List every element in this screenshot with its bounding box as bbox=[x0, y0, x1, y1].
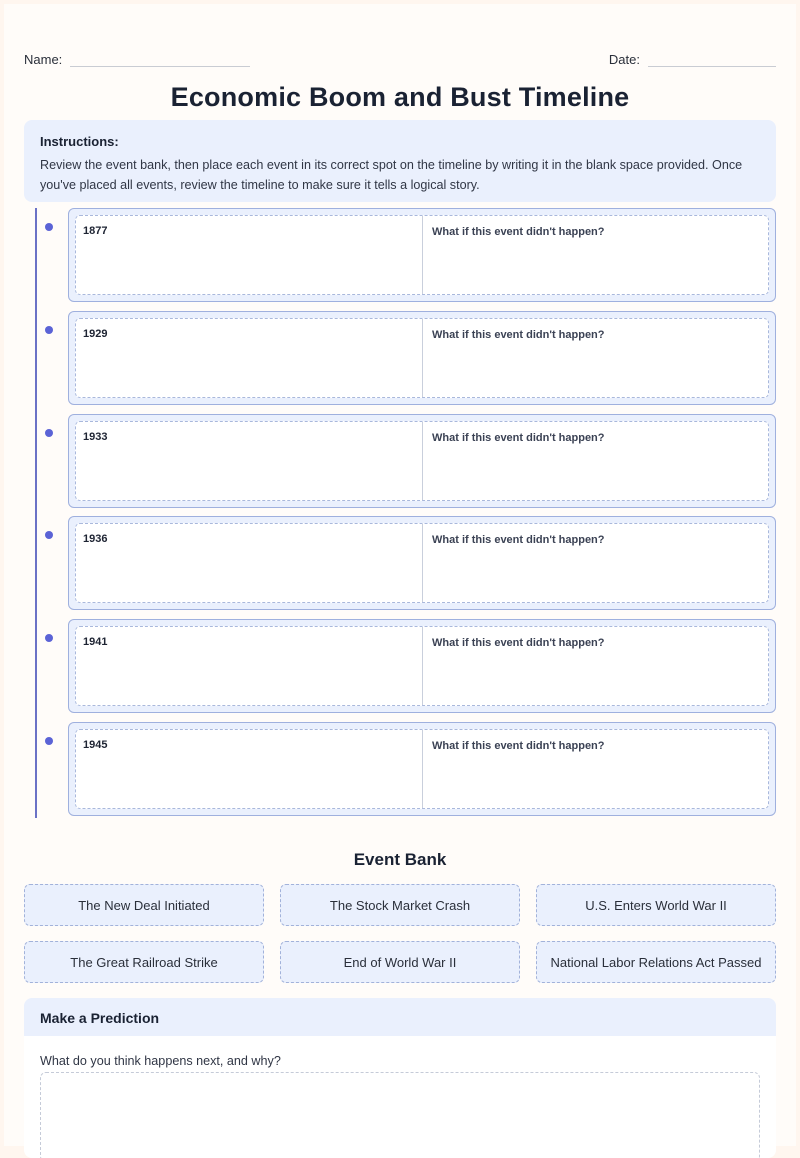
event-year: 1877 bbox=[83, 225, 108, 237]
prediction-panel bbox=[24, 998, 776, 1158]
timeline-event bbox=[24, 619, 776, 713]
what-if-prompt: What if this event didn't happen? bbox=[432, 432, 605, 444]
timeline-event bbox=[24, 722, 776, 816]
name-field bbox=[24, 52, 250, 67]
date-label: Date: bbox=[608, 52, 640, 67]
what-if-prompt: What if this event didn't happen? bbox=[432, 637, 605, 649]
timeline-dot bbox=[45, 634, 53, 642]
event-card bbox=[68, 414, 776, 508]
event-divider bbox=[422, 524, 423, 602]
event-divider bbox=[422, 422, 423, 500]
timeline-dot bbox=[45, 429, 53, 437]
header-row bbox=[24, 52, 776, 72]
event-write-area[interactable] bbox=[75, 626, 769, 706]
event-card bbox=[68, 619, 776, 713]
what-if-prompt: What if this event didn't happen? bbox=[432, 534, 605, 546]
event-divider bbox=[422, 627, 423, 705]
event-card bbox=[68, 311, 776, 405]
prediction-answer-box[interactable] bbox=[40, 1072, 760, 1158]
what-if-prompt: What if this event didn't happen? bbox=[432, 740, 605, 752]
event-year: 1941 bbox=[83, 636, 108, 648]
page-title: Economic Boom and Bust Timeline bbox=[170, 82, 630, 112]
prediction-question: What do you think happens next, and why? bbox=[40, 1054, 281, 1068]
timeline-dot bbox=[45, 737, 53, 745]
event-bank-item[interactable]: The Stock Market Crash bbox=[280, 884, 520, 926]
name-label: Name: bbox=[24, 52, 63, 67]
timeline-event bbox=[24, 208, 776, 302]
date-input-line[interactable] bbox=[648, 55, 776, 67]
event-write-area[interactable] bbox=[75, 318, 769, 398]
event-year: 1936 bbox=[83, 533, 108, 545]
event-bank-item[interactable]: U.S. Enters World War II bbox=[536, 884, 776, 926]
timeline-dot bbox=[45, 531, 53, 539]
what-if-prompt: What if this event didn't happen? bbox=[432, 226, 605, 238]
worksheet-page bbox=[4, 4, 796, 1146]
event-card bbox=[68, 208, 776, 302]
event-bank-item[interactable]: End of World War II bbox=[280, 941, 520, 983]
event-card bbox=[68, 516, 776, 610]
timeline-event bbox=[24, 311, 776, 405]
timeline bbox=[24, 208, 776, 820]
timeline-event bbox=[24, 516, 776, 610]
event-divider bbox=[422, 730, 423, 808]
what-if-prompt: What if this event didn't happen? bbox=[432, 329, 605, 341]
event-write-area[interactable] bbox=[75, 729, 769, 809]
prediction-heading: Make a Prediction bbox=[24, 998, 776, 1036]
event-bank-item[interactable]: The New Deal Initiated bbox=[24, 884, 264, 926]
instructions-body: Review the event bank, then place each event in its correct spot on the timeline by writing it in the blank space provided. Once you've placed all events, review the timeline to make sure it tells a logical story. bbox=[40, 158, 743, 192]
timeline-event bbox=[24, 414, 776, 508]
event-bank-item[interactable]: National Labor Relations Act Passed bbox=[536, 941, 776, 983]
instructions-heading: Instructions: bbox=[40, 134, 119, 149]
timeline-dot bbox=[45, 223, 53, 231]
event-bank-title: Event Bank bbox=[353, 850, 447, 869]
event-bank-item[interactable]: The Great Railroad Strike bbox=[24, 941, 264, 983]
event-divider bbox=[422, 216, 423, 294]
event-card bbox=[68, 722, 776, 816]
name-input-line[interactable] bbox=[70, 55, 250, 67]
event-year: 1929 bbox=[83, 328, 108, 340]
date-field bbox=[609, 52, 776, 67]
event-write-area[interactable] bbox=[75, 215, 769, 295]
event-year: 1933 bbox=[83, 431, 108, 443]
event-write-area[interactable] bbox=[75, 421, 769, 501]
event-divider bbox=[422, 319, 423, 397]
instructions-panel bbox=[24, 120, 776, 202]
event-write-area[interactable] bbox=[75, 523, 769, 603]
event-year: 1945 bbox=[83, 739, 108, 751]
timeline-dot bbox=[45, 326, 53, 334]
